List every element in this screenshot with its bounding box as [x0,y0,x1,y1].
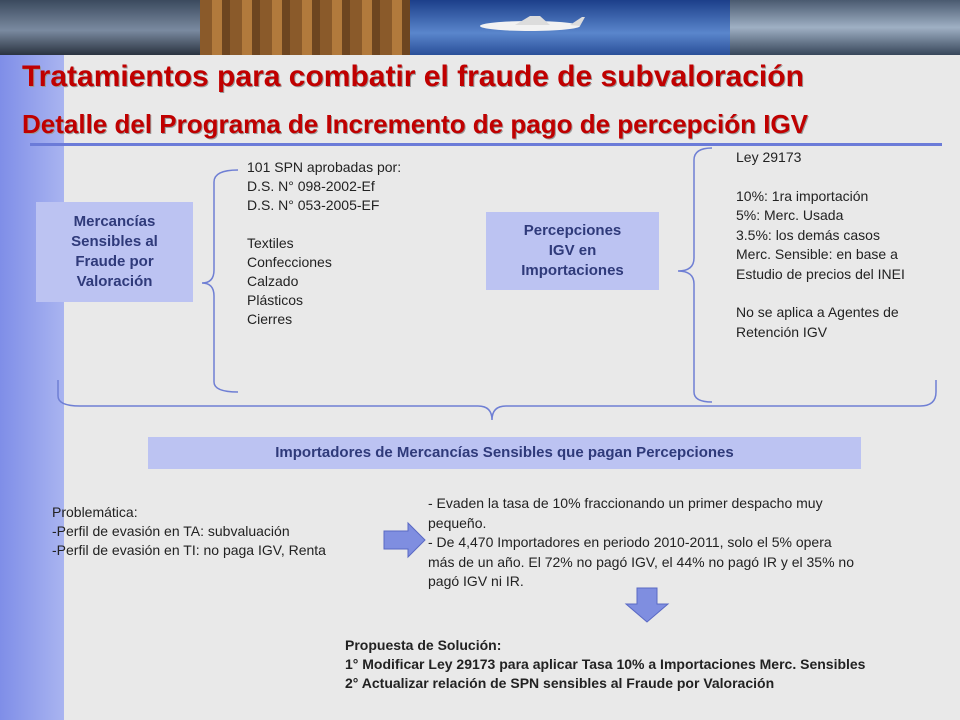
left-accent-bar [0,55,64,720]
propuesta-solucion: Propuesta de Solución: 1° Modificar Ley 29173 para aplicar Tasa 10% a Importaciones Merc. Sensibles 2° Actualizar relación de SPN sensibles al Fraude por Valoración [345,637,866,691]
ship-photo [730,0,960,55]
page-subtitle: Detalle del Programa de Incremento de pago de percepción IGV [22,109,808,139]
down-arrow-icon [626,588,668,622]
header-banner [0,0,960,55]
hallazgos-text: - Evaden la tasa de 10% fraccionando un primer despacho muy pequeño. - De 4,470 Importadores en periodo 2010-2011, solo el 5% opera más de un año. El 72% no pagó IGV, el 44% no pagó IR y el 35% no pagó IGV ni IR. [428,495,854,589]
ley-29173-list: Ley 29173 10%: 1ra importación 5%: Merc. Usada 3.5%: los demás casos Merc. Sensible: en base a Estudio de precios del INEI No se aplica a Agentes de Retención IGV [736,149,905,340]
box-importadores: Importadores de Mercancías Sensibles que pagan Percepciones [148,437,861,469]
warehouse-photo [200,0,410,55]
truck-photo [0,0,200,55]
box-percepciones-igv: Percepciones IGV en Importaciones [486,212,659,290]
right-arrow-icon [384,523,425,557]
box-mercancias-sensibles: Mercancías Sensibles al Fraude por Valoración [36,202,193,302]
title-divider [30,143,942,146]
spn-list: 101 SPN aprobadas por: D.S. N° 098-2002-Ef D.S. N° 053-2005-EF Textiles Confecciones Calzado Plásticos Cierres [247,159,402,327]
airplane-icon [470,14,590,36]
page-title: Tratamientos para combatir el fraude de subvaloración [22,60,804,93]
problematica-text: Problemática: -Perfil de evasión en TA: subvaluación -Perfil de evasión en TI: no paga IGV, Renta [52,504,326,558]
